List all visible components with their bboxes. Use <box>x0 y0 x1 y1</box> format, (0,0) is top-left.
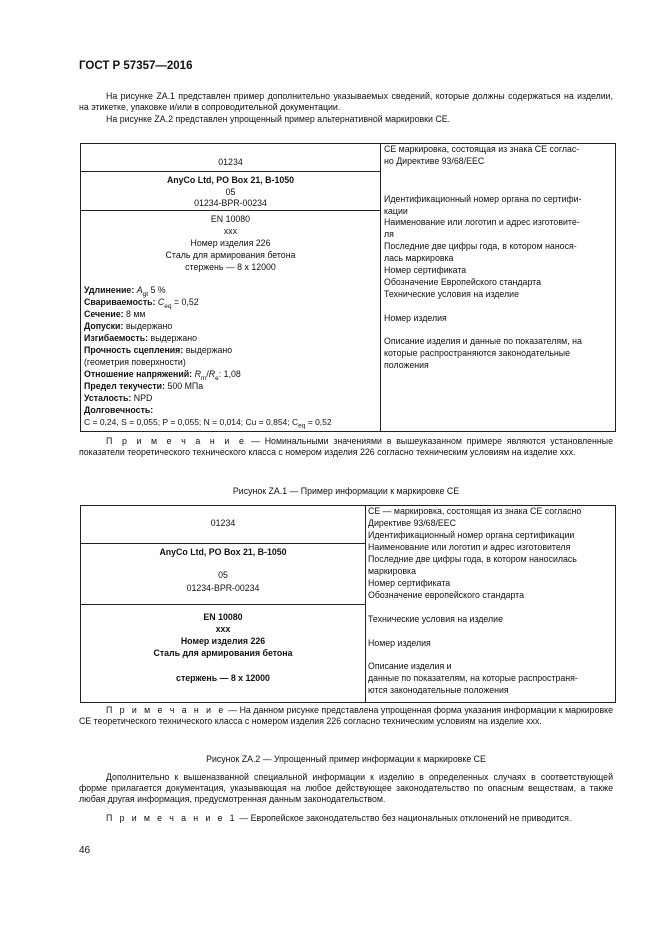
fig2-desc-properties-1: Описание изделия и <box>368 661 452 671</box>
fig2-desc-year-2: маркировка <box>368 566 416 576</box>
fig1-desc-properties-3: положения <box>384 360 429 370</box>
standard-number-2: EN 10080 <box>203 612 243 622</box>
final-note: П р и м е ч а н и е 1 — Европейское законодательство без национальных отклонений не приводится. <box>106 813 572 823</box>
ce-number: 01234 <box>218 157 243 167</box>
fig2-desc-year-1: Последние две цифры года, в котором наносилась <box>368 554 577 564</box>
durability-row: Долговечность: <box>84 405 154 415</box>
bar-size-2: стержень — 8 х 12000 <box>176 673 270 683</box>
yield-strength-row: Предел текучести: 500 МПа <box>84 381 204 391</box>
fig2-desc-spec: Технические условия на изделие <box>368 614 503 624</box>
section-row: Сечение: 8 мм <box>84 309 146 319</box>
fig2-desc-standard: Обозначение европейского стандарта <box>368 590 524 600</box>
fig2-desc-properties-3: ются законодательные положения <box>368 685 509 695</box>
intro-paragraph-2: На рисунке ZA.2 представлен упрощенный пример альтернативной маркировки CE. <box>106 114 451 124</box>
figure-za2-caption: Рисунок ZA.2 — Упрощенный пример информации к маркировке CE <box>206 754 486 764</box>
bendability-row: Изгибаемость: выдержано <box>84 333 197 343</box>
bond-note-row: (геометрия поверхности) <box>84 357 186 367</box>
product-name: Сталь для армирования бетона <box>165 250 296 260</box>
spec-code-2: xxx <box>215 624 231 634</box>
figure-za1-row-line-1 <box>80 171 381 172</box>
fig1-desc-year-1: Последние две цифры года, в котором нанося- <box>384 241 577 251</box>
year-digits-2: 05 <box>218 570 228 580</box>
bond-strength-row: Прочность сцепления: выдержано <box>84 345 233 355</box>
figure-za2-row-line-2 <box>80 604 366 605</box>
fig1-desc-ce-1: CE маркировка, состоящая из знака CE соглас- <box>384 144 580 154</box>
chemical-composition-row: C = 0,24, S = 0,055; P = 0,055; N = 0,014; Cu = 0,854; $C_{eq} = 0,52$ <box>84 417 332 430</box>
ce-number-2: 01234 <box>210 518 236 528</box>
fig2-desc-cert: Номер сертификата <box>368 578 451 588</box>
spec-code: xxx <box>223 226 238 236</box>
fig2-desc-product-no: Номер изделия <box>368 638 431 648</box>
fig2-desc-properties-2: данные по показателям, на которые распространя- <box>368 673 578 683</box>
figure-za1-caption: Рисунок ZA.1 — Пример информации к маркировке CE <box>232 486 460 496</box>
fig1-desc-spec: Технические условия на изделие <box>384 289 519 299</box>
fig1-desc-product-no: Номер изделия <box>384 313 447 323</box>
closing-paragraph: Дополнительно к вышеназванной специальной информации к изделию в определенных случаях в соответствующей форме прилагается документация, указывающая на любое действующее законодательство по опасным веществам, а также любая другая информация, предусмотренная данным законодательством. <box>79 772 613 805</box>
tolerance-row: Допуски: выдержано <box>84 321 173 331</box>
fig1-desc-standard: Обозначение Европейского стандарта <box>384 277 541 287</box>
fig2-desc-ce-1: CE — маркировка, состоящая из знака CE согласно <box>368 506 582 516</box>
fig1-desc-body-2: кации <box>384 206 408 216</box>
elongation-row: Удлинение: $A_{gt}$ 5 % <box>84 285 166 298</box>
certificate-number: 01234-BPR-00234 <box>194 198 267 208</box>
fig2-desc-maker: Наименование или логотип и адрес изготовителя <box>368 542 571 552</box>
year-digits: 05 <box>225 187 236 197</box>
bar-size: стержень — 8 x 12000 <box>185 262 276 272</box>
product-number: Номер изделия 226 <box>190 238 271 248</box>
fatigue-row: Усталость: NPD <box>84 393 153 403</box>
manufacturer-address-2: AnyCo Ltd, PO Box 21, B-1050 <box>159 547 287 557</box>
product-number-2: Номер изделия 226 <box>180 636 266 646</box>
figure-za1-row-line-2 <box>80 210 381 211</box>
fig1-desc-maker-1: Наименование или логотип и адрес изготовите- <box>384 217 580 227</box>
fig2-desc-body: Идентификационный номер органа сертификации <box>368 530 575 540</box>
fig1-desc-body-1: Идентификационный номер органа по сертифи- <box>384 194 582 204</box>
weldability-row: Свариваемость: $C_{eq} = 0,52$ <box>84 297 199 310</box>
fig1-desc-ce-2: но Директиве 93/68/EEC <box>384 156 485 166</box>
fig1-desc-year-2: лась маркировка <box>384 253 454 263</box>
fig1-desc-maker-2: ля <box>384 229 394 239</box>
fig1-desc-cert: Номер сертификата <box>384 265 467 275</box>
standard-number: EN 10080 <box>210 214 251 224</box>
figure-za1-note: П р и м е ч а н и е — Номинальными значениями в вышеуказанном примере являются установленные показатели теоретического технического класса с номером изделия 226 согласно техническим условиям на изделие xxx. <box>79 436 613 458</box>
stress-ratio-row: Отношение напряжений: $R_m/R_e$: 1,08 <box>84 369 241 382</box>
figure-za2-note: П р и м е ч а н и е — На данном рисунке представлена упрощенная форма указания информации к маркировке CE теоретического технического класса с номером изделия 226 согласно техническим условиям на изделие xxx. <box>79 705 613 727</box>
fig2-desc-ce-2: Директиве 93/68/EEC <box>368 518 457 528</box>
fig1-desc-properties-1: Описание изделия и данные по показателям, на <box>384 336 582 346</box>
document-header: ГОСТ Р 57357—2016 <box>79 60 193 72</box>
certificate-number-2: 01234-BPR-00234 <box>186 583 260 593</box>
manufacturer-address: AnyCo Ltd, PO Box 21, B-1050 <box>166 175 295 185</box>
intro-paragraph-1: На рисунке ZA.1 представлен пример дополнительно указываемых сведений, которые должны содержаться на изделии, на этикетке, упаковке и/или в сопроводительной документации. <box>79 91 613 113</box>
fig1-desc-properties-2: которые распространяются законодательные <box>384 348 571 358</box>
product-name-2: Сталь для армирования бетона <box>153 648 293 658</box>
page-number: 46 <box>79 845 91 856</box>
figure-za2-row-line-1 <box>80 543 366 544</box>
